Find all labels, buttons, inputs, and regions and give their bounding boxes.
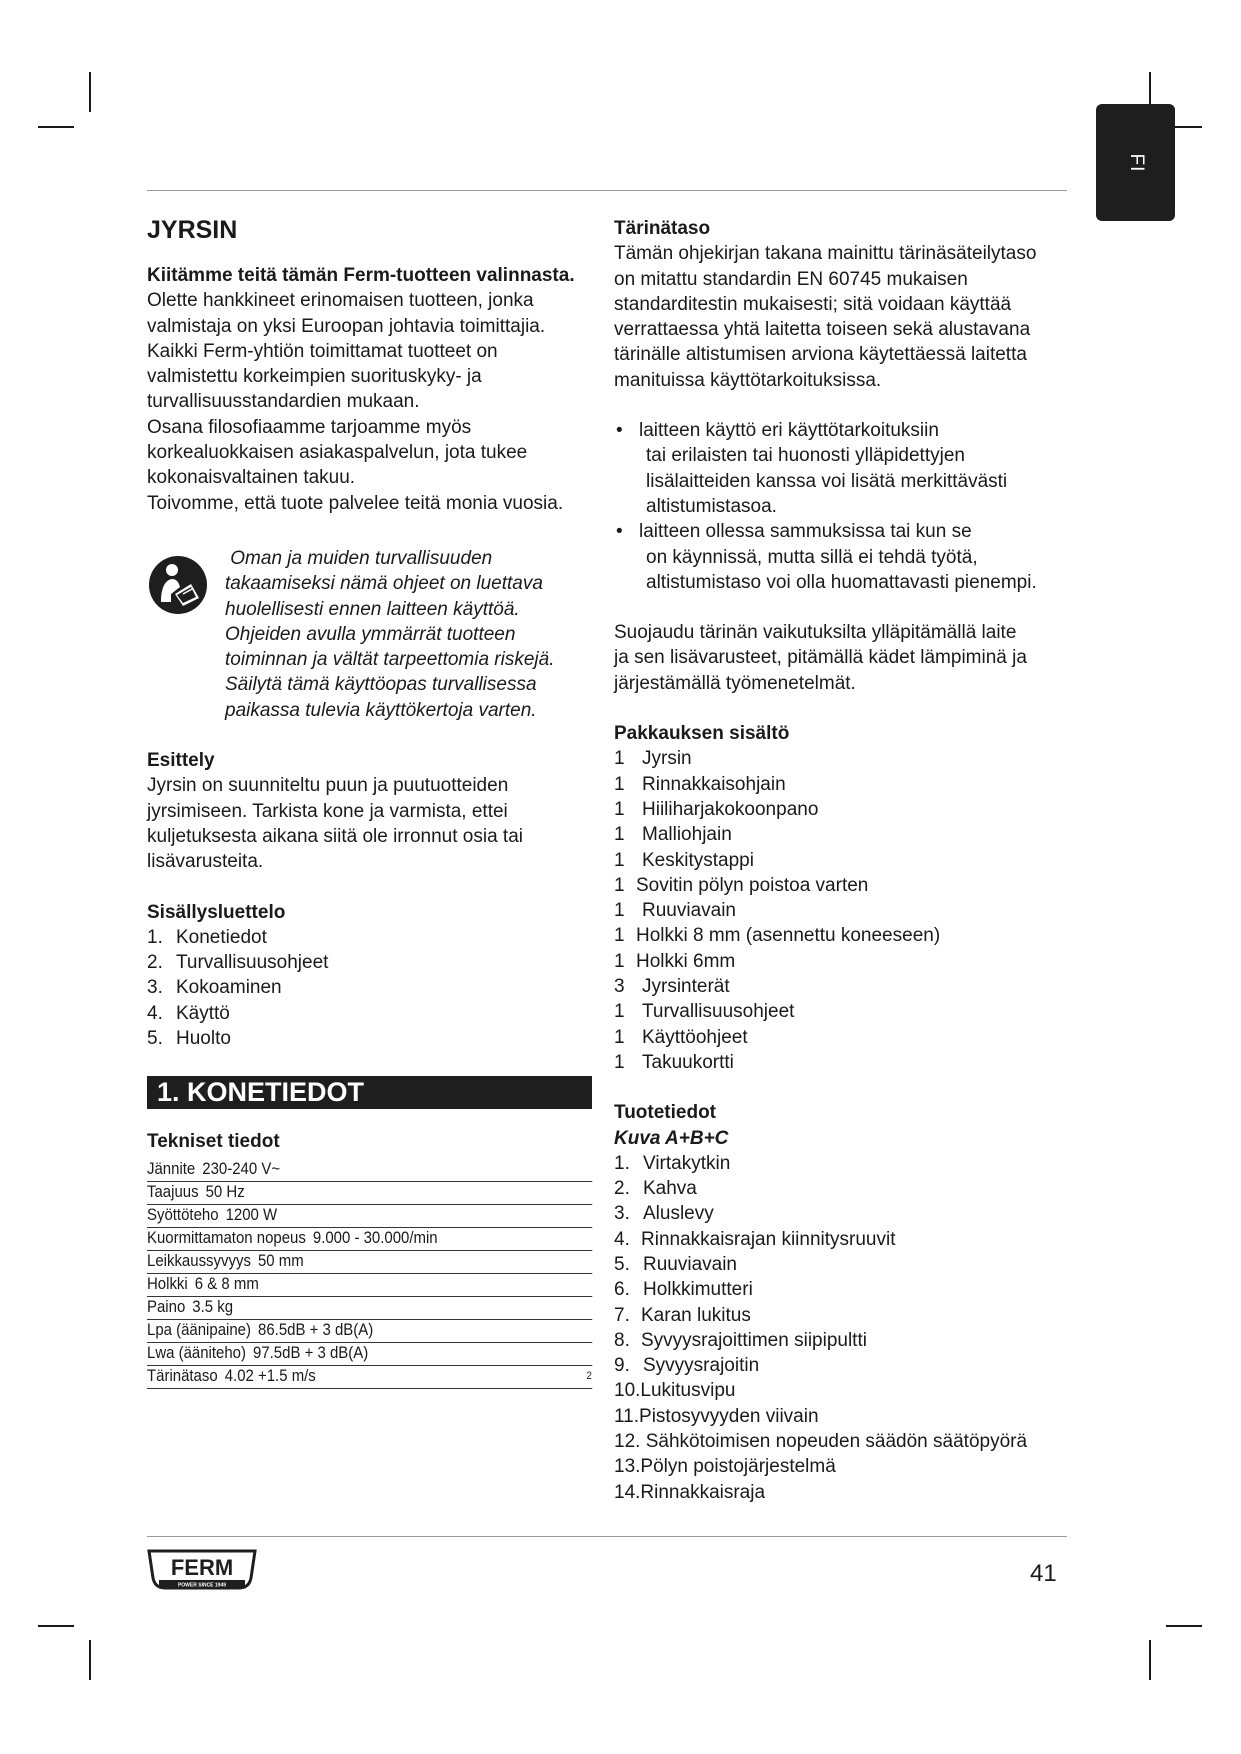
safety-note-line: Oman ja muiden turvallisuuden <box>225 547 493 569</box>
page-title: JYRSIN <box>147 216 238 244</box>
part-item: 9. Syvyysrajoitin <box>614 1355 760 1377</box>
safety-note-line: Ohjeiden avulla ymmärrät tuotteen <box>225 623 516 645</box>
part-item: 14. Rinnakkaisraja <box>614 1481 766 1503</box>
superscript-footnote: 2 <box>586 1369 592 1382</box>
intro-line: Olette hankkineet erinomaisen tuotteen, jonka <box>147 290 534 312</box>
bullet-item: • laitteen käyttö eri käyttötarkoituksiin tai erilaisten tai huonosti ylläpidettyjen lisälaitteiden kanssa voi lisätä merkittävästi altistumistasoa. <box>614 418 1074 519</box>
intro-line: valmistettu korkeimpien suorituskyky- ja <box>147 366 482 388</box>
package-contents <box>614 746 1074 1075</box>
crop-mark <box>1166 1625 1202 1627</box>
spec-row: Lpa (äänipaine) 86.5dB + 3 dB(A) <box>147 1320 592 1343</box>
thanks-heading: Kiitämme teitä tämän Ferm-tuotteen valinnasta. <box>147 265 575 286</box>
spec-row: Paino 3.5 kg <box>147 1297 592 1320</box>
part-item: 2. Kahva <box>614 1178 697 1200</box>
package-item: 1 Hiiliharjakokoonpano <box>614 798 819 820</box>
package-item: 1 Keskitystappi <box>614 849 754 871</box>
intro-line: korkealuokkaisen asiakaspalvelun, jota tukee <box>147 442 528 464</box>
logo-text: FERM <box>170 1555 234 1580</box>
toc-item: 2. Turvallisuusohjeet <box>147 952 329 974</box>
part-item: 5. Ruuviavain <box>614 1253 737 1275</box>
part-item: 8. Syvyysrajoittimen siipipultti <box>614 1329 867 1351</box>
safety-note-line: takaamiseksi nämä ohjeet on luettava <box>225 573 543 595</box>
vibration-line: verrattaessa yhtä laitetta toiseen sekä alustavana <box>614 319 1031 341</box>
protect-line: Suojaudu tärinän vaikutuksilta ylläpitämällä laite <box>614 622 1017 644</box>
package-heading: Pakkauksen sisältö <box>614 723 790 745</box>
specs-heading: Tekniset tiedot <box>147 1131 280 1153</box>
intro-body-line: Jyrsin on suunniteltu puun ja puutuotteiden <box>147 775 509 797</box>
package-item: 3 Jyrsinterät <box>614 976 730 998</box>
intro-body-line: kuljetuksesta aikana siitä ole irronnut osia tai <box>147 825 523 847</box>
package-item: 1 Käyttöohjeet <box>614 1026 748 1048</box>
parts-list <box>614 1151 1074 1505</box>
spec-row: Lwa (ääniteho) 97.5dB + 3 dB(A) <box>147 1343 592 1366</box>
protect-line: ja sen lisävarusteet, pitämällä kädet lämpiminä ja <box>614 647 1027 669</box>
part-item: 11. Pistosyvyyden viivain <box>614 1405 819 1427</box>
part-item: 7. Karan lukitus <box>614 1304 751 1326</box>
specs-table <box>147 1159 592 1389</box>
intro-line: Kaikki Ferm-yhtiön toimittamat tuotteet on <box>147 340 498 362</box>
vibration-line: manituissa käyttötarkoituksissa. <box>614 369 882 391</box>
spec-row: Leikkaussyvyys 50 mm <box>147 1251 592 1274</box>
part-item: 13. Pölyn poistojärjestelmä <box>614 1456 836 1478</box>
intro-body-line: jyrsimiseen. Tarkista kone ja varmista, ettei <box>147 800 508 822</box>
bullet-item: • laitteen ollessa sammuksissa tai kun se on käynnissä, mutta sillä ei tehdä työtä, altistumistaso voi olla huomattavasti pienempi. <box>614 519 1074 595</box>
crop-mark <box>89 1640 91 1680</box>
crop-mark <box>38 126 74 128</box>
package-item: 1 Turvallisuusohjeet <box>614 1001 795 1023</box>
left-column <box>147 215 592 1389</box>
crop-mark <box>1149 1640 1151 1680</box>
safety-note-text <box>225 546 555 723</box>
language-tab-label: FI <box>1125 153 1147 172</box>
protect-line: järjestämällä työmenetelmät. <box>614 672 856 694</box>
intro-line: valmistaja on yksi Euroopan johtavia toimittajia. <box>147 315 546 337</box>
part-item: 12. Sähkötoimisen nopeuden säädön säätöpyörä <box>614 1431 1028 1453</box>
toc-item: 4. Käyttö <box>147 1002 230 1024</box>
crop-mark <box>38 1625 74 1627</box>
footer-rule <box>147 1536 1067 1537</box>
table-of-contents <box>147 925 592 1051</box>
spec-row: Tärinätaso 4.02 +1.5 m/s 2 <box>147 1366 592 1389</box>
language-tab <box>1096 104 1175 221</box>
crop-mark <box>89 72 91 112</box>
spec-row: Taajuus 50 Hz <box>147 1182 592 1205</box>
logo-tagline: POWER SINCE 1949 <box>177 1582 227 1589</box>
package-item: 1 Holkki 6mm <box>614 950 736 972</box>
vibration-bullets <box>614 418 1074 595</box>
spec-row: Jännite 230-240 V~ <box>147 1159 592 1182</box>
package-item: 1 Ruuviavain <box>614 900 736 922</box>
spec-row: Kuormittamaton nopeus 9.000 - 30.000/min <box>147 1228 592 1251</box>
intro-line: Osana filosofiaamme tarjoamme myös <box>147 416 472 438</box>
safety-note-line: huolellisesti ennen laitteen käyttöä. <box>225 598 520 620</box>
package-item: 1 Jyrsin <box>614 748 692 770</box>
package-item: 1 Malliohjain <box>614 824 732 846</box>
toc-heading: Sisällysluettelo <box>147 901 286 923</box>
product-heading: Tuotetiedot <box>614 1102 717 1124</box>
part-item: 4. Rinnakkaisrajan kiinnitysruuvit <box>614 1228 896 1250</box>
safety-note-line: Säilytä tämä käyttöopas turvallisessa <box>225 674 537 696</box>
toc-item: 1. Konetiedot <box>147 926 267 948</box>
part-item: 6. Holkkimutteri <box>614 1279 753 1301</box>
safety-note <box>147 546 592 723</box>
intro-heading: Esittely <box>147 750 215 772</box>
vibration-line: on mitattu standardin EN 60745 mukaisen <box>614 268 968 290</box>
package-item: 1 Holkki 8 mm (asennettu koneeseen) <box>614 925 941 947</box>
spec-row: Holkki 6 & 8 mm <box>147 1274 592 1297</box>
vibration-line: tärinälle altistumisen arviona käytettäessä laitetta <box>614 344 1027 366</box>
toc-item: 5. Huolto <box>147 1028 231 1050</box>
safety-note-line: paikassa tulevia käyttökertoja varten. <box>225 699 537 721</box>
vibration-line: Tämän ohjekirjan takana mainittu tärinäsäteilytaso <box>614 243 1037 265</box>
part-item: 10. Lukitusvipu <box>614 1380 736 1402</box>
package-item: 1 Takuukortti <box>614 1051 734 1073</box>
vibration-heading: Tärinätaso <box>614 218 711 239</box>
spec-row: Syöttöteho 1200 W <box>147 1205 592 1228</box>
section-title-bar: 1. KONETIEDOT <box>147 1076 592 1109</box>
page-number: 41 <box>1030 1560 1057 1587</box>
safety-note-line: toiminnan ja vältät tarpeettomia riskejä. <box>225 649 555 671</box>
figure-reference: Kuva A+B+C <box>614 1127 729 1149</box>
part-item: 1. Virtakytkin <box>614 1152 731 1174</box>
vibration-line: standarditestin mukaisesti; sitä voidaan käyttää <box>614 293 1012 315</box>
header-rule <box>147 190 1067 191</box>
package-item: 1 Rinnakkaisohjain <box>614 773 786 795</box>
intro-line: kokonaisvaltainen takuu. <box>147 467 356 489</box>
read-manual-icon <box>147 554 209 616</box>
part-item: 3. Aluslevy <box>614 1203 714 1225</box>
intro-line: Toivomme, että tuote palvelee teitä monia vuosia. <box>147 492 564 514</box>
intro-body-line: lisävarusteita. <box>147 851 264 873</box>
ferm-logo <box>147 1548 257 1594</box>
intro-line: turvallisuusstandardien mukaan. <box>147 391 420 413</box>
right-column <box>614 216 1074 1505</box>
toc-item: 3. Kokoaminen <box>147 977 282 999</box>
package-item: 1 Sovitin pölyn poistoa varten <box>614 874 869 896</box>
intro-text <box>147 288 592 516</box>
